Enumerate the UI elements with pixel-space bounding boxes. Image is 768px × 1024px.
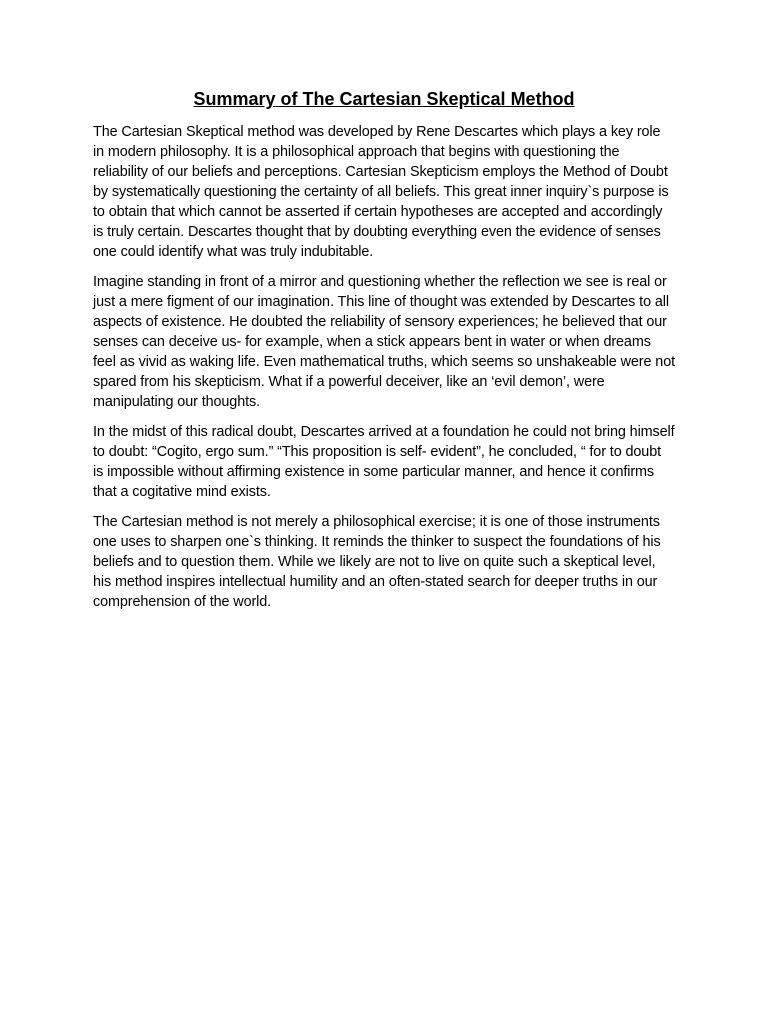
document-body <box>93 122 675 622</box>
document-title: Summary of The Cartesian Skeptical Method <box>193 89 575 109</box>
paragraph-4: The Cartesian method is not merely a philosophical exercise; it is one of those instruments one uses to sharpen one`s thinking. It reminds the thinker to suspect the foundations of his beliefs and to question them. While we likely are not to live on quite such a skeptical level, his method inspires intellectual humility and an often-stated search for deeper truths in our comprehension of the world. <box>93 514 661 610</box>
paragraph-3: In the midst of this radical doubt, Descartes arrived at a foundation he could not bring himself to doubt: “Cogito, ergo sum.” “This proposition is self- evident”, he concluded, “ for to doubt is impossible without affirming existence in some particular manner, and hence it confirms that a cogitative mind exists. <box>93 424 675 500</box>
paragraph-1: The Cartesian Skeptical method was developed by Rene Descartes which plays a key role in modern philosophy. It is a philosophical approach that begins with questioning the reliability of our beliefs and perceptions. Cartesian Skepticism employs the Method of Doubt by systematically questioning the certainty of all beliefs. This great inner inquiry`s purpose is to obtain that which cannot be asserted if certain hypotheses are accepted and accordingly is truly certain. Descartes thought that by doubting everything even the evidence of senses one could identify what was truly indubitable. <box>93 124 669 260</box>
paragraph-2: Imagine standing in front of a mirror and questioning whether the reflection we see is real or just a mere figment of our imagination. This line of thought was extended by Descartes to all aspects of existence. He doubted the reliability of sensory experiences; he believed that our senses can deceive us- for example, when a stick appears bent in water or when dreams feel as vivid as waking life. Even mathematical truths, which seems so unshakeable were not spared from his skepticism. What if a powerful deceiver, like an ‘evil demon’, were manipulating our thoughts. <box>93 274 676 410</box>
